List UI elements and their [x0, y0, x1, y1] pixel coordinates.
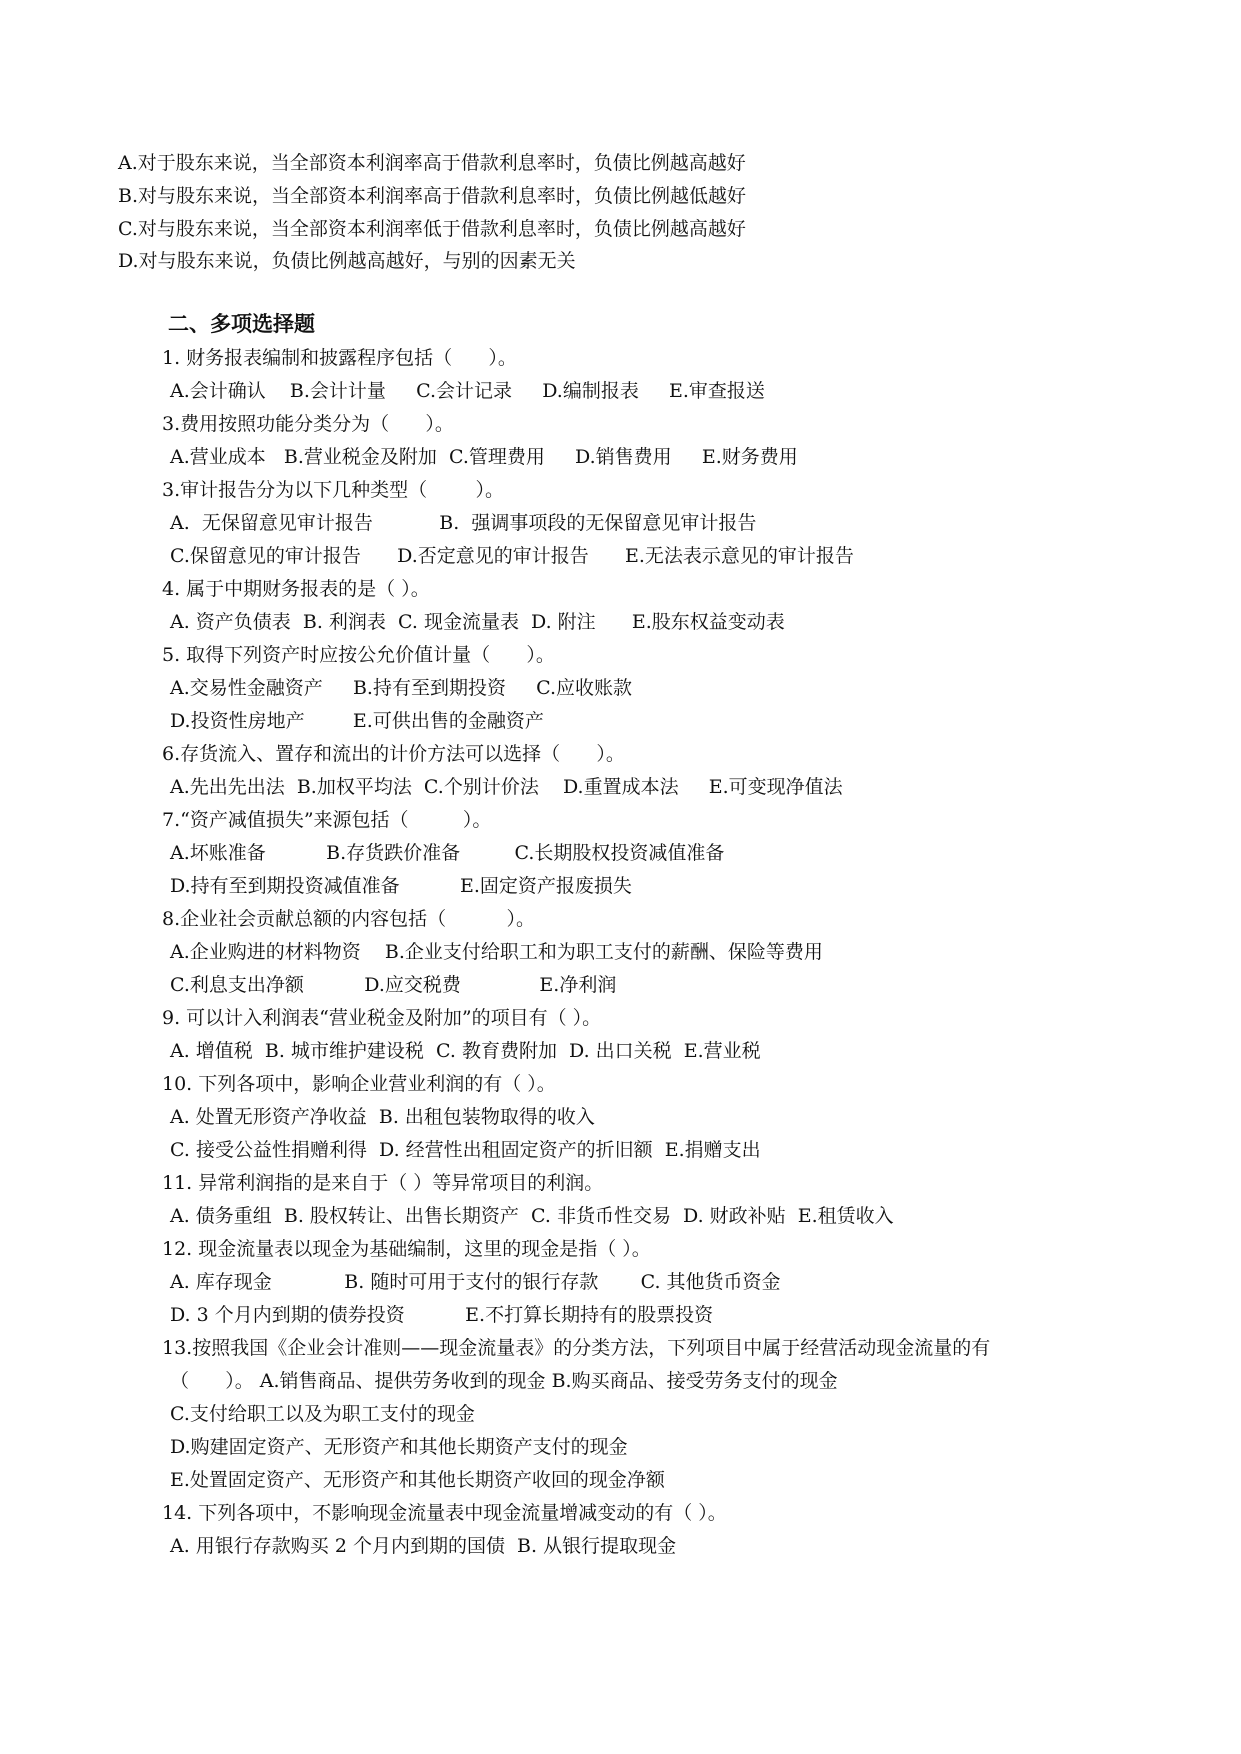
question-1-options: A.会计确认 B.会计计量 C.会计记录 D.编制报表 E.审查报送 — [170, 380, 765, 402]
question-12-options-line-1: A. 库存现金 B. 随时可用于支付的银行存款 C. 其他货币资金 — [170, 1271, 781, 1293]
question-5-options-line-2: D.投资性房地产 E.可供出售的金融资产 — [170, 710, 544, 732]
question-11-stem: 11. 异常利润指的是来自于（ ）等异常项目的利润。 — [162, 1172, 604, 1194]
question-7-options-line-2: D.持有至到期投资减值准备 E.固定资产报废损失 — [170, 875, 632, 897]
question-9-options: A. 增值税 B. 城市维护建设税 C. 教育费附加 D. 出口关税 E.营业税 — [170, 1040, 761, 1062]
prev-option-a: A.对于股东来说，当全部资本利润率高于借款利息率时，负债比例越高越好 — [118, 152, 746, 174]
prev-option-d: D.对与股东来说，负债比例越高越好，与别的因素无关 — [118, 250, 576, 272]
question-1-stem: 1. 财务报表编制和披露程序包括（ ）。 — [162, 347, 517, 369]
question-10-stem: 10. 下列各项中，影响企业营业利润的有（ ）。 — [162, 1073, 556, 1095]
prev-option-c: C.对与股东来说，当全部资本利润率低于借款利息率时，负债比例越高越好 — [118, 218, 746, 240]
question-14-options: A. 用银行存款购买 2 个月内到期的国债 B. 从银行提取现金 — [170, 1535, 677, 1557]
question-13-stem: 13.按照我国《企业会计准则——现金流量表》的分类方法，下列项目中属于经营活动现金流量的有 — [162, 1337, 991, 1359]
question-12-stem: 12. 现金流量表以现金为基础编制，这里的现金是指（ ）。 — [162, 1238, 651, 1260]
question-4-options: A. 资产负债表 B. 利润表 C. 现金流量表 D. 附注 E.股东权益变动表 — [170, 611, 785, 633]
question-7-stem: 7.“资产减值损失”来源包括（ ）。 — [162, 809, 492, 831]
section-title: 二、多项选择题 — [168, 312, 315, 336]
question-8-options-line-2: C.利息支出净额 D.应交税费 E.净利润 — [170, 974, 617, 996]
question-3-options-line-1: A. 无保留意见审计报告 B. 强调事项段的无保留意见审计报告 — [170, 512, 757, 534]
question-6-options: A.先出先出法 B.加权平均法 C.个别计价法 D.重置成本法 E.可变现净值法 — [170, 776, 843, 798]
question-5-stem: 5. 取得下列资产时应按公允价值计量（ ）。 — [162, 644, 555, 666]
question-13-option-d: D.购建固定资产、无形资产和其他长期资产支付的现金 — [170, 1436, 628, 1458]
question-10-options-line-2: C. 接受公益性捐赠利得 D. 经营性出租固定资产的折旧额 E.捐赠支出 — [170, 1139, 761, 1161]
prev-option-b: B.对与股东来说，当全部资本利润率高于借款利息率时，负债比例越低越好 — [118, 185, 747, 207]
question-9-stem: 9. 可以计入利润表“营业税金及附加”的项目有（ ）。 — [162, 1007, 602, 1029]
question-13-stem-continued: （ ）。 A.销售商品、提供劳务收到的现金 B.购买商品、接受劳务支付的现金 — [170, 1370, 838, 1392]
question-3-stem: 3.审计报告分为以下几种类型（ ）。 — [162, 479, 504, 501]
question-3-options-line-2: C.保留意见的审计报告 D.否定意见的审计报告 E.无法表示意见的审计报告 — [170, 545, 854, 567]
question-10-options-line-1: A. 处置无形资产净收益 B. 出租包装物取得的收入 — [170, 1106, 595, 1128]
question-2-stem: 3.费用按照功能分类分为（ ）。 — [162, 413, 454, 435]
question-8-stem: 8.企业社会贡献总额的内容包括（ ）。 — [162, 908, 536, 930]
question-13-option-e: E.处置固定资产、无形资产和其他长期资产收回的现金净额 — [170, 1469, 665, 1491]
question-14-stem: 14. 下列各项中，不影响现金流量表中现金流量增减变动的有（ ）。 — [162, 1502, 727, 1524]
question-2-options: A.营业成本 B.营业税金及附加 C.管理费用 D.销售费用 E.财务费用 — [170, 446, 798, 468]
question-11-options: A. 债务重组 B. 股权转让、出售长期资产 C. 非货币性交易 D. 财政补贴 E.租赁收入 — [170, 1205, 894, 1227]
question-4-stem: 4. 属于中期财务报表的是（ ）。 — [162, 578, 430, 600]
question-13-option-c: C.支付给职工以及为职工支付的现金 — [170, 1403, 475, 1425]
question-6-stem: 6.存货流入、置存和流出的计价方法可以选择（ ）。 — [162, 743, 625, 765]
question-5-options-line-1: A.交易性金融资产 B.持有至到期投资 C.应收账款 — [170, 677, 633, 699]
question-7-options-line-1: A.坏账准备 B.存货跌价准备 C.长期股权投资减值准备 — [170, 842, 725, 864]
question-8-options-line-1: A.企业购进的材料物资 B.企业支付给职工和为职工支付的薪酬、保险等费用 — [170, 941, 823, 963]
question-12-options-line-2: D. 3 个月内到期的债券投资 E.不打算长期持有的股票投资 — [170, 1304, 714, 1326]
